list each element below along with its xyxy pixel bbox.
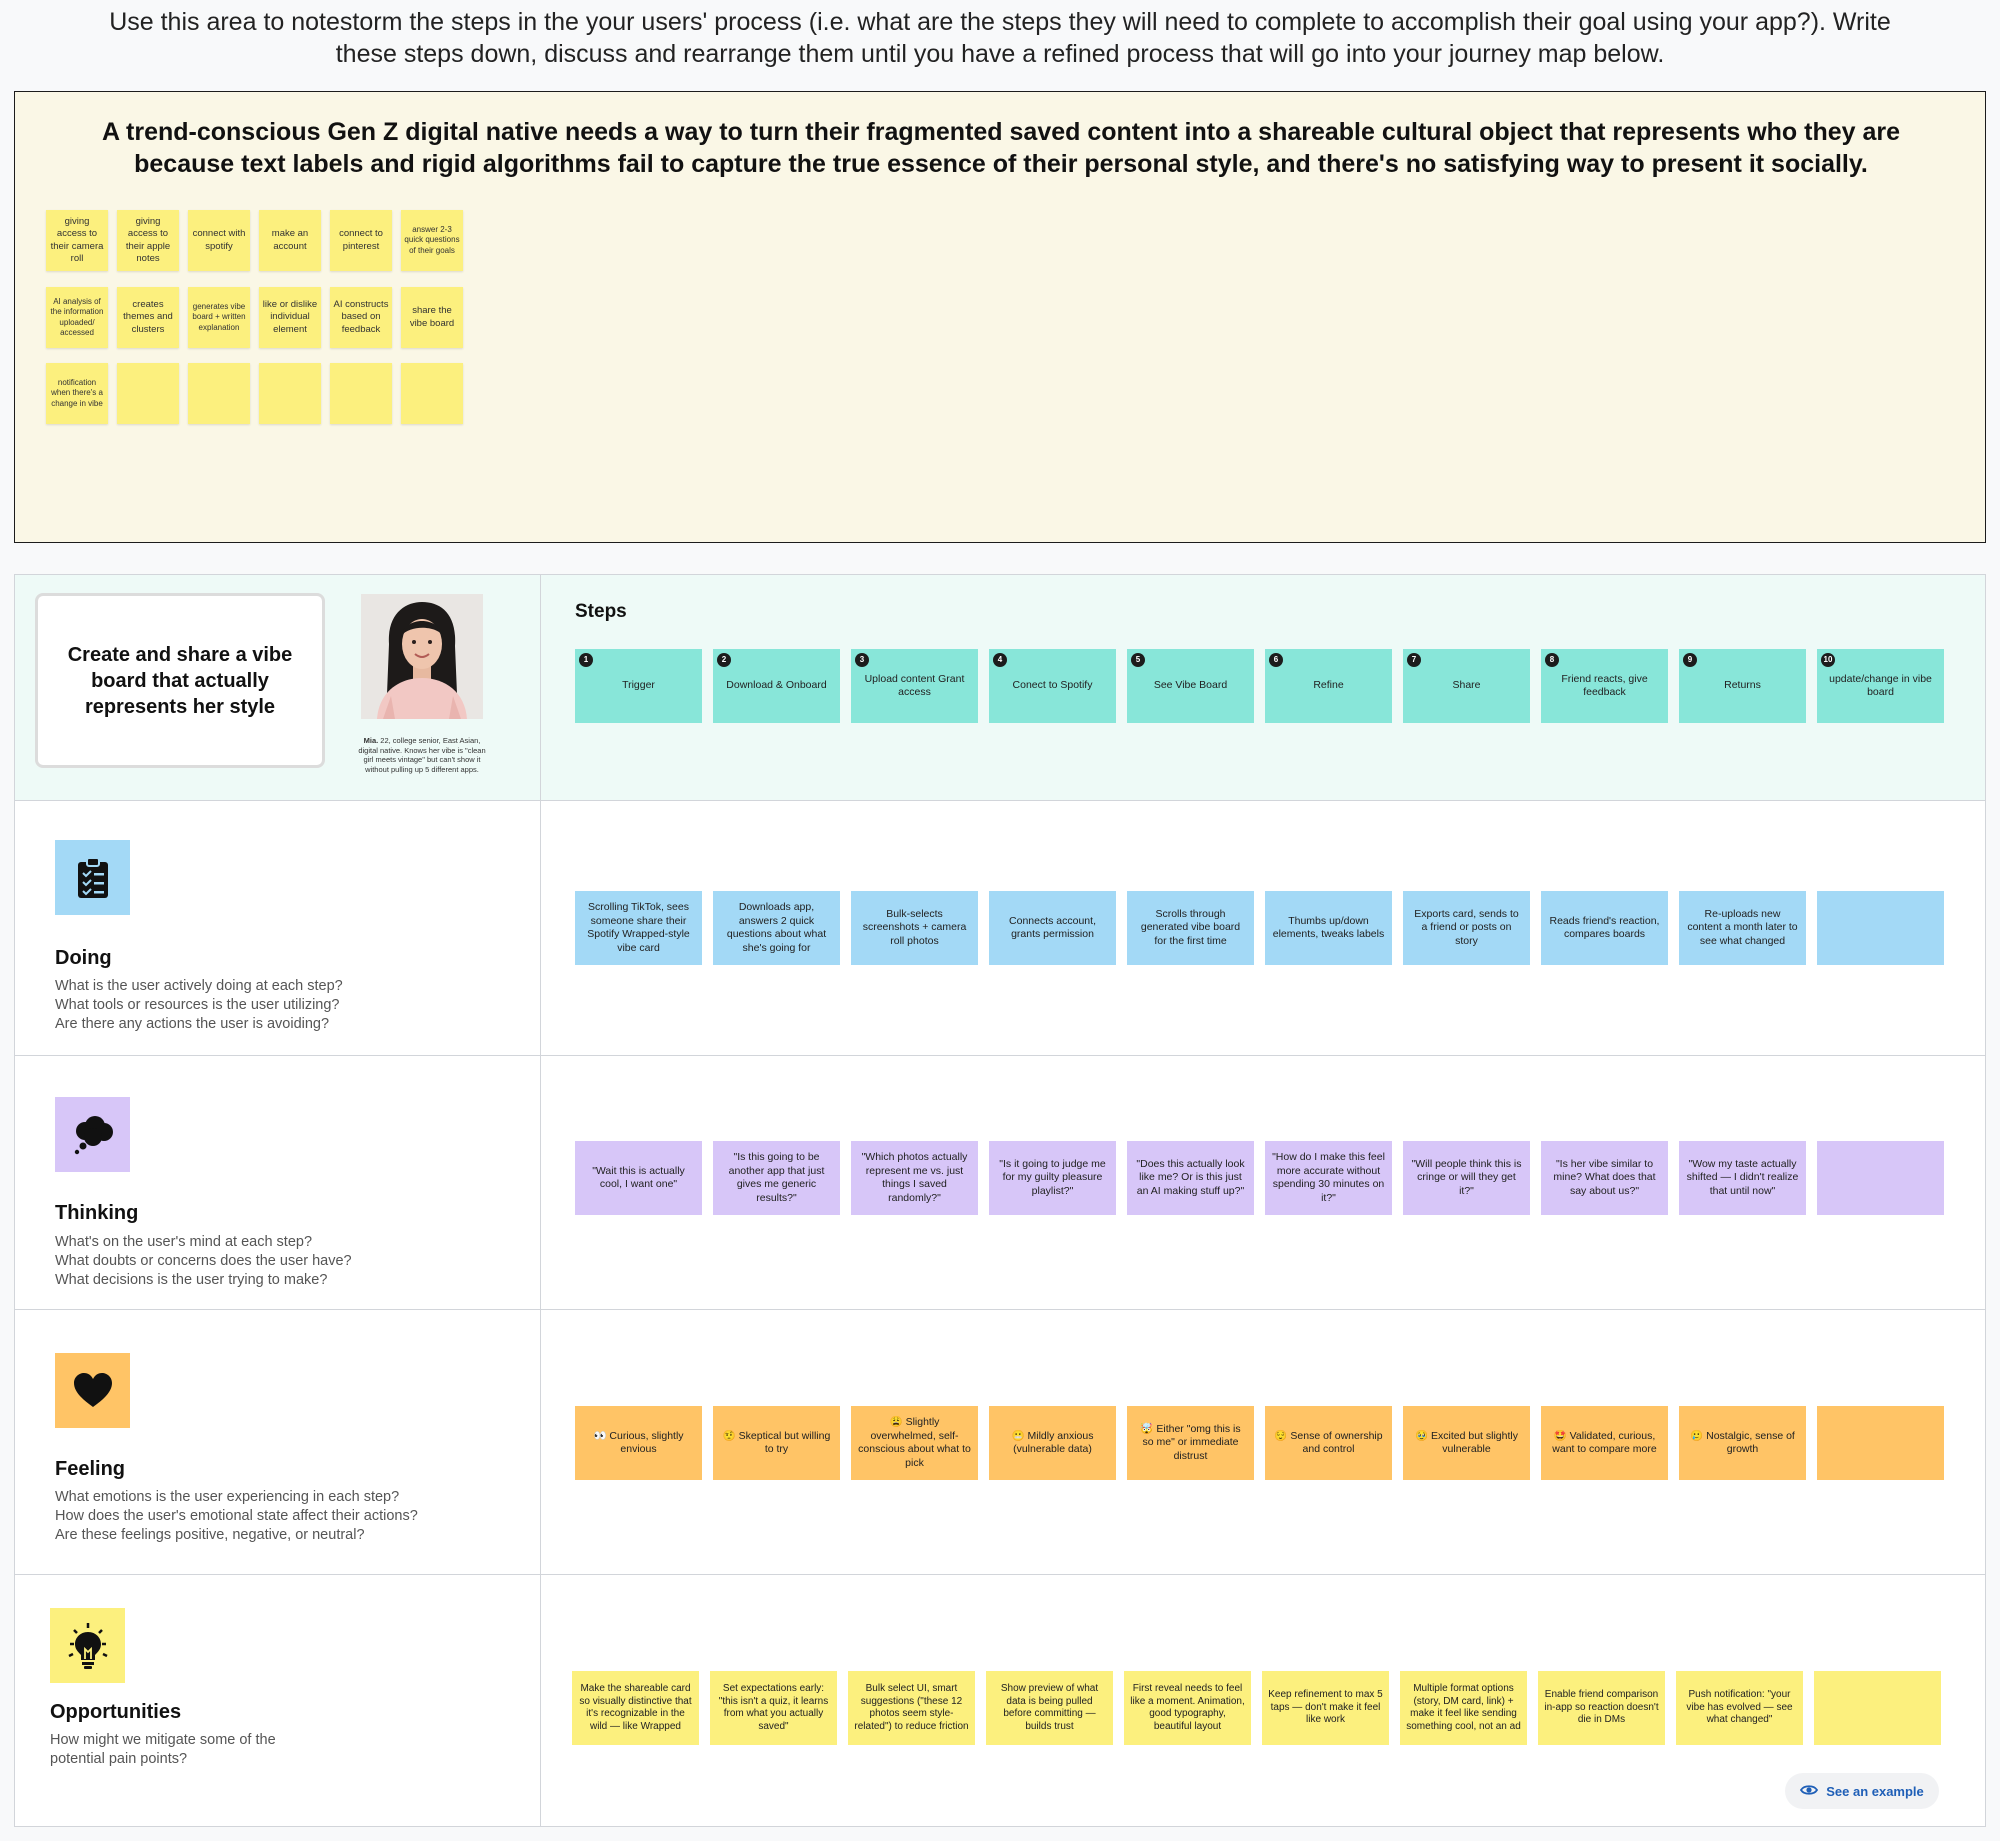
thinking-sticky-note[interactable]: "Which photos actually represent me vs. just things I saved randomly?" <box>851 1141 978 1215</box>
doing-description-line: What is the user actively doing at each step? <box>55 978 343 994</box>
doing-sticky-note[interactable]: Re-uploads new content a month later to see what changed <box>1679 891 1806 965</box>
heart-icon <box>55 1353 130 1428</box>
thinking-sticky-note[interactable]: "Will people think this is cringe or will they get it?" <box>1403 1141 1530 1215</box>
step-label: Upload content Grant access <box>864 672 965 698</box>
brainstorm-sticky-note[interactable]: giving access to their apple notes <box>117 210 179 271</box>
feeling-sticky-note[interactable]: 🤩 Validated, curious, want to compare more <box>1541 1406 1668 1480</box>
brainstorm-sticky-note[interactable]: AI constructs based on feedback <box>330 287 392 348</box>
journey-map <box>14 574 1986 1827</box>
thinking-description-line: What decisions is the user trying to make? <box>55 1272 328 1288</box>
thinking-description <box>55 1233 352 1290</box>
brainstorm-sticky-note[interactable]: connect with spotify <box>188 210 250 271</box>
lightbulb-icon <box>50 1608 125 1683</box>
step-label: See Vibe Board <box>1153 679 1228 692</box>
thinking-description-line: What doubts or concerns does the user have? <box>55 1253 352 1269</box>
thinking-sticky-note[interactable]: "Wow my taste actually shifted — I didn't realize that until now" <box>1679 1141 1806 1215</box>
step-sticky-note[interactable] <box>1541 649 1668 723</box>
step-number-badge: 4 <box>993 653 1007 667</box>
opportunities-sticky-note[interactable]: Multiple format options (story, DM card, link) + make it feel like sending something cool, not an ad <box>1400 1671 1527 1745</box>
feeling-sticky-note[interactable]: 😌 Sense of ownership and control <box>1265 1406 1392 1480</box>
opportunities-sticky-note[interactable]: Keep refinement to max 5 taps — don't make it feel like work <box>1262 1671 1389 1745</box>
problem-statement <box>55 116 1947 180</box>
doing-sticky-note[interactable]: Bulk-selects screenshots + camera roll photos <box>851 891 978 965</box>
feeling-description-line: How does the user's emotional state affect their actions? <box>55 1508 418 1524</box>
feeling-sticky-note[interactable]: 🥹 Excited but slightly vulnerable <box>1403 1406 1530 1480</box>
row-divider <box>15 800 1985 801</box>
thinking-sticky-note[interactable]: "Does this actually look like me? Or is this just an AI making stuff up?" <box>1127 1141 1254 1215</box>
instructions-text <box>40 6 1960 70</box>
problem-statement-line-2: because text labels and rigid algorithms fail to capture the true essence of their personal style, and there's no satisfying way to present it socially. <box>134 150 1868 178</box>
doing-sticky-note[interactable]: Scrolling TikTok, sees someone share their Spotify Wrapped-style vibe card <box>575 891 702 965</box>
doing-description-line: What tools or resources is the user utilizing? <box>55 997 340 1013</box>
step-label: Friend reacts, give feedback <box>1561 672 1648 698</box>
brainstorm-sticky-note[interactable]: notification when there's a change in vibe <box>46 363 108 424</box>
persona-description: 22, college senior, East Asian, digital native. Knows her vibe is "clean girl meets vintage" but can't show it without pulling up 5 different apps. <box>358 736 486 774</box>
doing-sticky-note[interactable]: Scrolls through generated vibe board for the first time <box>1127 891 1254 965</box>
step-number-badge: 9 <box>1683 653 1697 667</box>
step-number-badge: 7 <box>1407 653 1421 667</box>
doing-sticky-note[interactable]: Reads friend's reaction, compares boards <box>1541 891 1668 965</box>
step-sticky-note[interactable] <box>1679 649 1806 723</box>
step-sticky-note[interactable] <box>989 649 1116 723</box>
brainstorm-sticky-note[interactable] <box>330 363 392 424</box>
opportunities-sticky-note[interactable]: Push notification: "your vibe has evolved — see what changed" <box>1676 1671 1803 1745</box>
step-sticky-note[interactable] <box>1265 649 1392 723</box>
doing-sticky-note[interactable]: Exports card, sends to a friend or posts on story <box>1403 891 1530 965</box>
opportunities-sticky-note[interactable]: First reveal needs to feel like a moment. Animation, good typography, beautiful layout <box>1124 1671 1251 1745</box>
brainstorm-sticky-note[interactable] <box>117 363 179 424</box>
brainstorm-sticky-note[interactable]: answer 2-3 quick questions of their goals <box>401 210 463 271</box>
thinking-sticky-note[interactable]: "Wait this is actually cool, I want one" <box>575 1141 702 1215</box>
feeling-sticky-note[interactable]: 😬 Mildly anxious (vulnerable data) <box>989 1406 1116 1480</box>
persona-name: Mia. <box>363 736 379 745</box>
brainstorm-sticky-note[interactable]: like or dislike individual element <box>259 287 321 348</box>
opportunities-description <box>50 1731 276 1769</box>
thinking-sticky-note[interactable] <box>1817 1141 1944 1215</box>
clipboard-checklist-icon <box>55 840 130 915</box>
step-label: Share <box>1452 679 1481 692</box>
feeling-sticky-note[interactable]: 🤯 Either "omg this is so me" or immediate distrust <box>1127 1406 1254 1480</box>
step-label: Conect to Spotify <box>1012 679 1093 692</box>
step-number-badge: 3 <box>855 653 869 667</box>
thought-cloud-icon <box>55 1097 130 1172</box>
brainstorm-sticky-note[interactable] <box>401 363 463 424</box>
row-divider <box>15 1309 1985 1310</box>
feeling-sticky-note[interactable]: 🥲 Nostalgic, sense of growth <box>1679 1406 1806 1480</box>
brainstorm-sticky-note[interactable] <box>259 363 321 424</box>
step-sticky-note[interactable] <box>575 649 702 723</box>
step-sticky-note[interactable] <box>713 649 840 723</box>
doing-sticky-note[interactable]: Connects account, grants permission <box>989 891 1116 965</box>
column-divider <box>540 575 541 1826</box>
doing-title: Doing <box>55 947 112 969</box>
step-number-badge: 6 <box>1269 653 1283 667</box>
brainstorm-sticky-note[interactable]: AI analysis of the information uploaded/ accessed <box>46 287 108 348</box>
persona-caption <box>355 736 489 774</box>
instructions-line-2: these steps down, discuss and rearrange them until you have a refined process that will go into your journey map below. <box>335 40 1665 68</box>
opportunities-sticky-note[interactable]: Set expectations early: "this isn't a quiz, it learns from what you actually saved" <box>710 1671 837 1745</box>
thinking-sticky-note[interactable]: "Is it going to judge me for my guilty pleasure playlist?" <box>989 1141 1116 1215</box>
brainstorm-sticky-note[interactable]: giving access to their camera roll <box>46 210 108 271</box>
thinking-sticky-note[interactable]: "Is her vibe similar to mine? What does that say about us?" <box>1541 1141 1668 1215</box>
brainstorm-sticky-note[interactable]: creates themes and clusters <box>117 287 179 348</box>
step-label: update/change in vibe board <box>1829 672 1932 698</box>
step-sticky-note[interactable] <box>851 649 978 723</box>
step-number-badge: 5 <box>1131 653 1145 667</box>
step-number-badge: 8 <box>1545 653 1559 667</box>
step-sticky-note[interactable] <box>1817 649 1944 723</box>
goal-card[interactable]: Create and share a vibe board that actually represents her style <box>35 593 325 768</box>
doing-sticky-note[interactable] <box>1817 891 1944 965</box>
opportunities-sticky-note[interactable] <box>1814 1671 1941 1745</box>
step-number-badge: 10 <box>1821 653 1835 667</box>
feeling-description-line: What emotions is the user experiencing in each step? <box>55 1489 400 1505</box>
opportunities-title: Opportunities <box>50 1701 182 1723</box>
brainstorm-sticky-note[interactable]: connect to pinterest <box>330 210 392 271</box>
opportunities-description-line: potential pain points? <box>50 1751 188 1767</box>
feeling-description-line: Are these feelings positive, negative, or neutral? <box>55 1527 365 1543</box>
brainstorm-sticky-note[interactable]: generates vibe board + written explanation <box>188 287 250 348</box>
see-example-button[interactable] <box>1785 1773 1939 1809</box>
doing-sticky-note[interactable]: Thumbs up/down elements, tweaks labels <box>1265 891 1392 965</box>
step-number-badge: 2 <box>717 653 731 667</box>
thinking-title: Thinking <box>55 1202 139 1224</box>
problem-statement-frame[interactable] <box>14 91 1986 543</box>
feeling-sticky-note[interactable]: 🤨 Skeptical but willing to try <box>713 1406 840 1480</box>
doing-description-line: Are there any actions the user is avoiding? <box>55 1016 330 1032</box>
row-divider <box>15 1574 1985 1575</box>
step-label: Returns <box>1724 679 1761 692</box>
opportunities-sticky-note[interactable]: Enable friend comparison in-app so reaction doesn't die in DMs <box>1538 1671 1665 1745</box>
opportunities-sticky-note[interactable]: Bulk select UI, smart suggestions ("these 12 photos seem style-related") to reduce friction <box>848 1671 975 1745</box>
step-number-badge: 1 <box>579 653 593 667</box>
thinking-sticky-note[interactable]: "How do I make this feel more accurate without spending 30 minutes on it?" <box>1265 1141 1392 1215</box>
feeling-sticky-note[interactable] <box>1817 1406 1944 1480</box>
thinking-sticky-note[interactable]: "Is this going to be another app that just gives me generic results?" <box>713 1141 840 1215</box>
step-label: Download & Onboard <box>726 679 827 692</box>
row-divider <box>15 1055 1985 1056</box>
instructions-line-1: Use this area to notestorm the steps in the your users' process (i.e. what are the steps they will need to complete to accomplish their goal using your app?). Write <box>109 8 1891 36</box>
feeling-description <box>55 1488 418 1545</box>
feeling-title: Feeling <box>55 1458 126 1480</box>
opportunities-sticky-note[interactable]: Show preview of what data is being pulled before committing — builds trust <box>986 1671 1113 1745</box>
eye-icon <box>1800 1784 1818 1799</box>
brainstorm-sticky-note[interactable] <box>188 363 250 424</box>
step-label: Refine <box>1313 679 1344 692</box>
step-sticky-note[interactable] <box>1127 649 1254 723</box>
problem-statement-line-1: A trend-conscious Gen Z digital native needs a way to turn their fragmented saved content into a shareable cultural object that represents who they are <box>101 118 1901 146</box>
thinking-description-line: What's on the user's mind at each step? <box>55 1234 313 1250</box>
feeling-sticky-note[interactable]: 😩 Slightly overwhelmed, self-conscious about what to pick <box>851 1406 978 1480</box>
steps-title: Steps <box>575 601 627 622</box>
persona-photo[interactable] <box>361 594 483 719</box>
brainstorm-sticky-note[interactable]: share the vibe board <box>401 287 463 348</box>
step-sticky-note[interactable] <box>1403 649 1530 723</box>
doing-sticky-note[interactable]: Downloads app, answers 2 quick questions about what she's going for <box>713 891 840 965</box>
brainstorm-sticky-note[interactable]: make an account <box>259 210 321 271</box>
see-example-label: See an example <box>1826 1783 1924 1799</box>
opportunities-description-line: How might we mitigate some of the <box>50 1732 276 1748</box>
opportunities-sticky-note[interactable]: Make the shareable card so visually distinctive that it's recognizable in the wild — like Wrapped <box>572 1671 699 1745</box>
feeling-sticky-note[interactable]: 👀 Curious, slightly envious <box>575 1406 702 1480</box>
step-label: Trigger <box>622 679 655 692</box>
doing-description <box>55 977 343 1034</box>
